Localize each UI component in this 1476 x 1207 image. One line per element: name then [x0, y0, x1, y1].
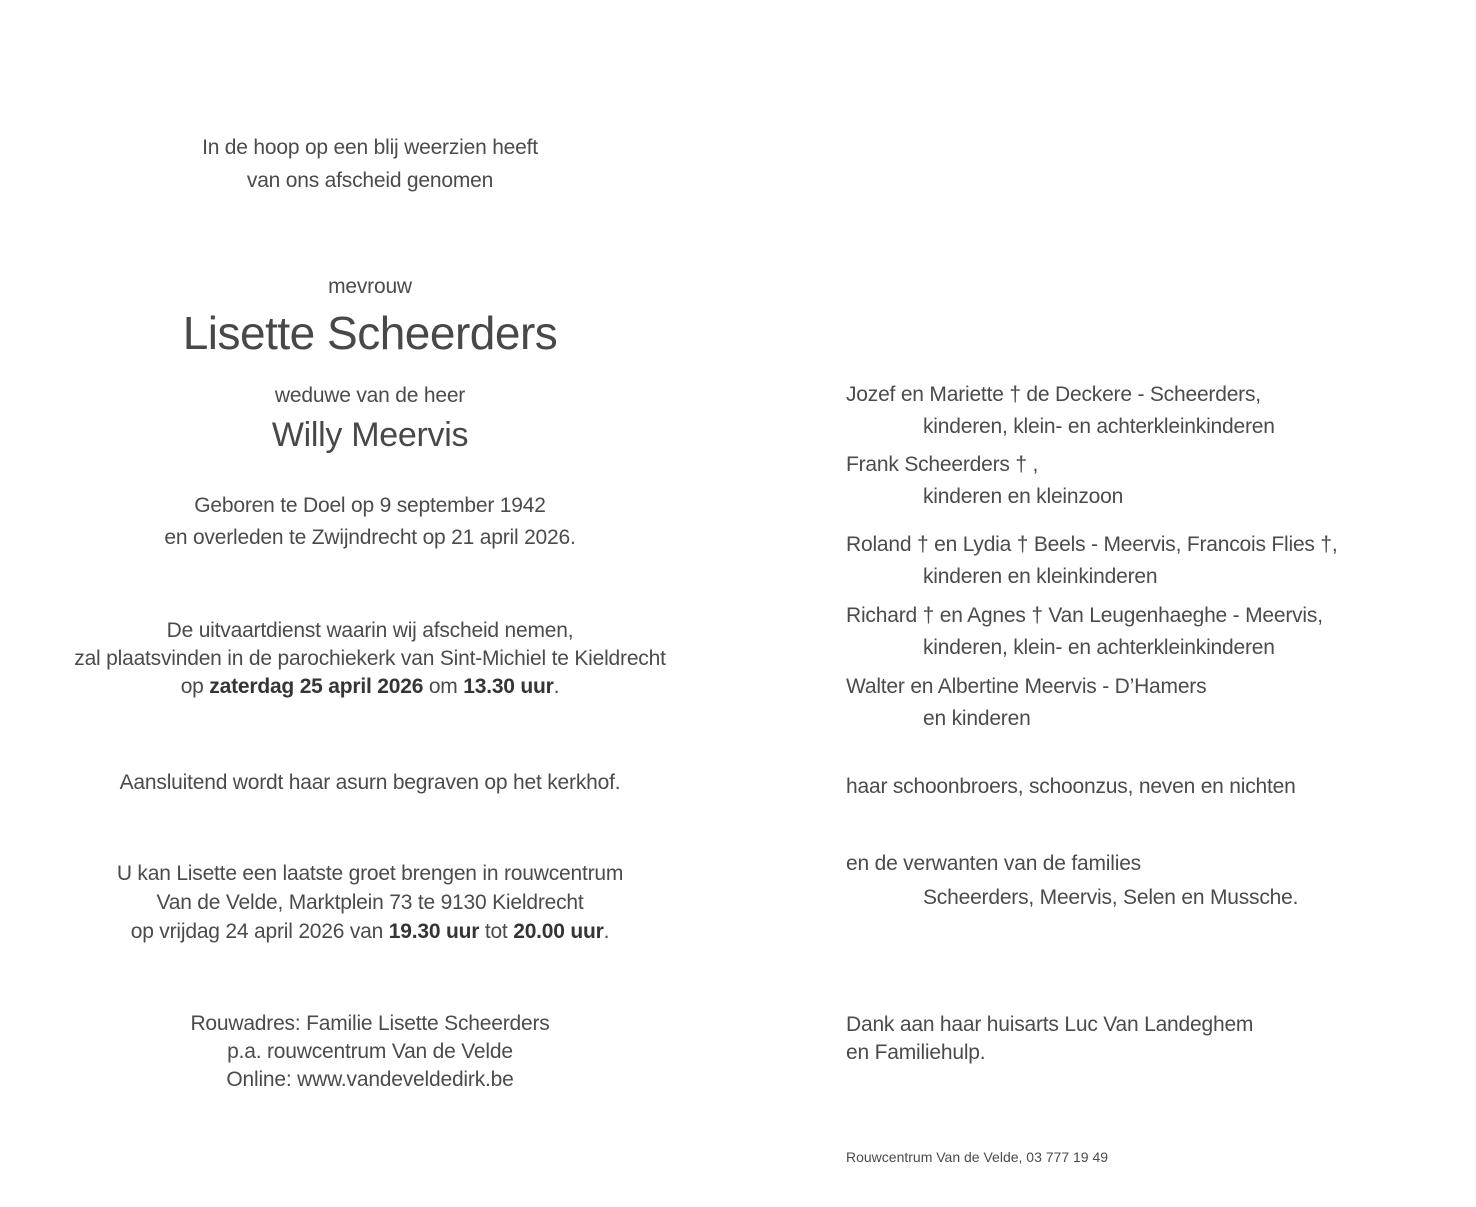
service-line-3-prefix: op	[180, 675, 210, 698]
intro-line-2: van ons afscheid genomen	[246, 169, 494, 192]
family-entry	[846, 379, 1436, 443]
service-line-2: zal plaatsvinden in de parochiekerk van Sint-Michiel te Kieldrecht	[74, 647, 666, 670]
spouse-name-text: Willy Meervis	[271, 416, 469, 454]
intro-line-1: In de hoop op een blij weerzien heeft	[202, 136, 538, 159]
family-entry-main: Frank Scheerders † ,	[846, 453, 1039, 476]
family-entry	[846, 600, 1436, 664]
service-line-3-mid: om	[423, 675, 464, 698]
family-entry-sub: kinderen en kleinzoon	[923, 485, 1124, 508]
title-prefix	[0, 270, 740, 303]
spouse-name	[0, 412, 740, 458]
family-entry-sub: kinderen en kleinkinderen	[923, 565, 1158, 588]
burial-line	[0, 769, 740, 797]
deceased-name-text: Lisette Scheerders	[182, 307, 558, 359]
family-entry-main: Walter en Albertine Meervis - D’Hamers	[846, 675, 1207, 698]
visit-time-end: 20.00 uur	[513, 920, 604, 943]
families-line-2: Scheerders, Meervis, Selen en Mussche.	[923, 886, 1299, 909]
visit-line-2: Van de Velde, Marktplein 73 te 9130 Kieldrecht	[156, 891, 584, 914]
born-died-block	[0, 490, 740, 554]
visit-line-3-prefix: op vrijdag 24 april 2026 van	[130, 920, 389, 943]
service-line-1: De uitvaartdienst waarin wij afscheid nemen,	[166, 619, 574, 642]
service-line-3	[0, 673, 740, 701]
widow-of-line	[0, 379, 740, 412]
service-date: zaterdag 25 april 2026	[209, 675, 424, 698]
family-entry	[846, 449, 1436, 513]
visit-line-3-mid: tot	[479, 920, 514, 943]
thanks-line-1: Dank aan haar huisarts Luc Van Landeghem	[846, 1013, 1254, 1036]
service-time: 13.30 uur	[463, 675, 554, 698]
visit-line-1: U kan Lisette een laatste groet brengen in rouwcentrum	[116, 862, 624, 885]
mourning-address-line-3: Online: www.vandeveldedirk.be	[226, 1068, 514, 1091]
burial-line-text: Aansluitend wordt haar asurn begraven op het kerkhof.	[119, 771, 621, 794]
family-entry	[846, 671, 1436, 735]
service-block	[0, 617, 740, 701]
relatives-line	[846, 773, 1436, 801]
thanks-block	[846, 1011, 1436, 1067]
funeral-home-footer	[846, 1148, 1436, 1166]
funeral-home-footer-text: Rouwcentrum Van de Velde, 03 777 19 49	[846, 1149, 1109, 1165]
families-block	[846, 847, 1436, 915]
family-entry	[846, 529, 1436, 593]
mourning-address-block	[0, 1010, 740, 1094]
families-line-1: en de verwanten van de families	[846, 852, 1141, 875]
intro-block	[0, 131, 740, 197]
family-entry-sub: kinderen, klein- en achterkleinkinderen	[923, 636, 1275, 659]
deceased-name	[0, 302, 740, 364]
title-prefix-text: mevrouw	[328, 275, 412, 298]
visit-line-3	[0, 917, 740, 946]
widow-of-text: weduwe van de heer	[274, 384, 466, 407]
family-entry-main: Jozef en Mariette † de Deckere - Scheerders,	[846, 383, 1261, 406]
visit-time-start: 19.30 uur	[388, 920, 480, 943]
visitation-block	[0, 859, 740, 946]
born-line: Geboren te Doel op 9 september 1942	[194, 494, 546, 517]
thanks-line-2: en Familiehulp.	[846, 1041, 986, 1064]
mourning-address-line-1: Rouwadres: Familie Lisette Scheerders	[190, 1012, 550, 1035]
family-entry-main: Roland † en Lydia † Beels - Meervis, Francois Flies †,	[846, 533, 1338, 556]
died-line: en overleden te Zwijndrecht op 21 april 2026.	[164, 526, 576, 549]
visit-line-3-suffix: .	[603, 920, 610, 943]
service-line-3-suffix: .	[553, 675, 560, 698]
family-entry-sub: en kinderen	[923, 707, 1031, 730]
family-entry-sub: kinderen, klein- en achterkleinkinderen	[923, 415, 1275, 438]
relatives-line-text: haar schoonbroers, schoonzus, neven en nichten	[846, 775, 1296, 798]
family-entry-main: Richard † en Agnes † Van Leugenhaeghe - Meervis,	[846, 604, 1323, 627]
mourning-address-line-2: p.a. rouwcentrum Van de Velde	[227, 1040, 513, 1063]
